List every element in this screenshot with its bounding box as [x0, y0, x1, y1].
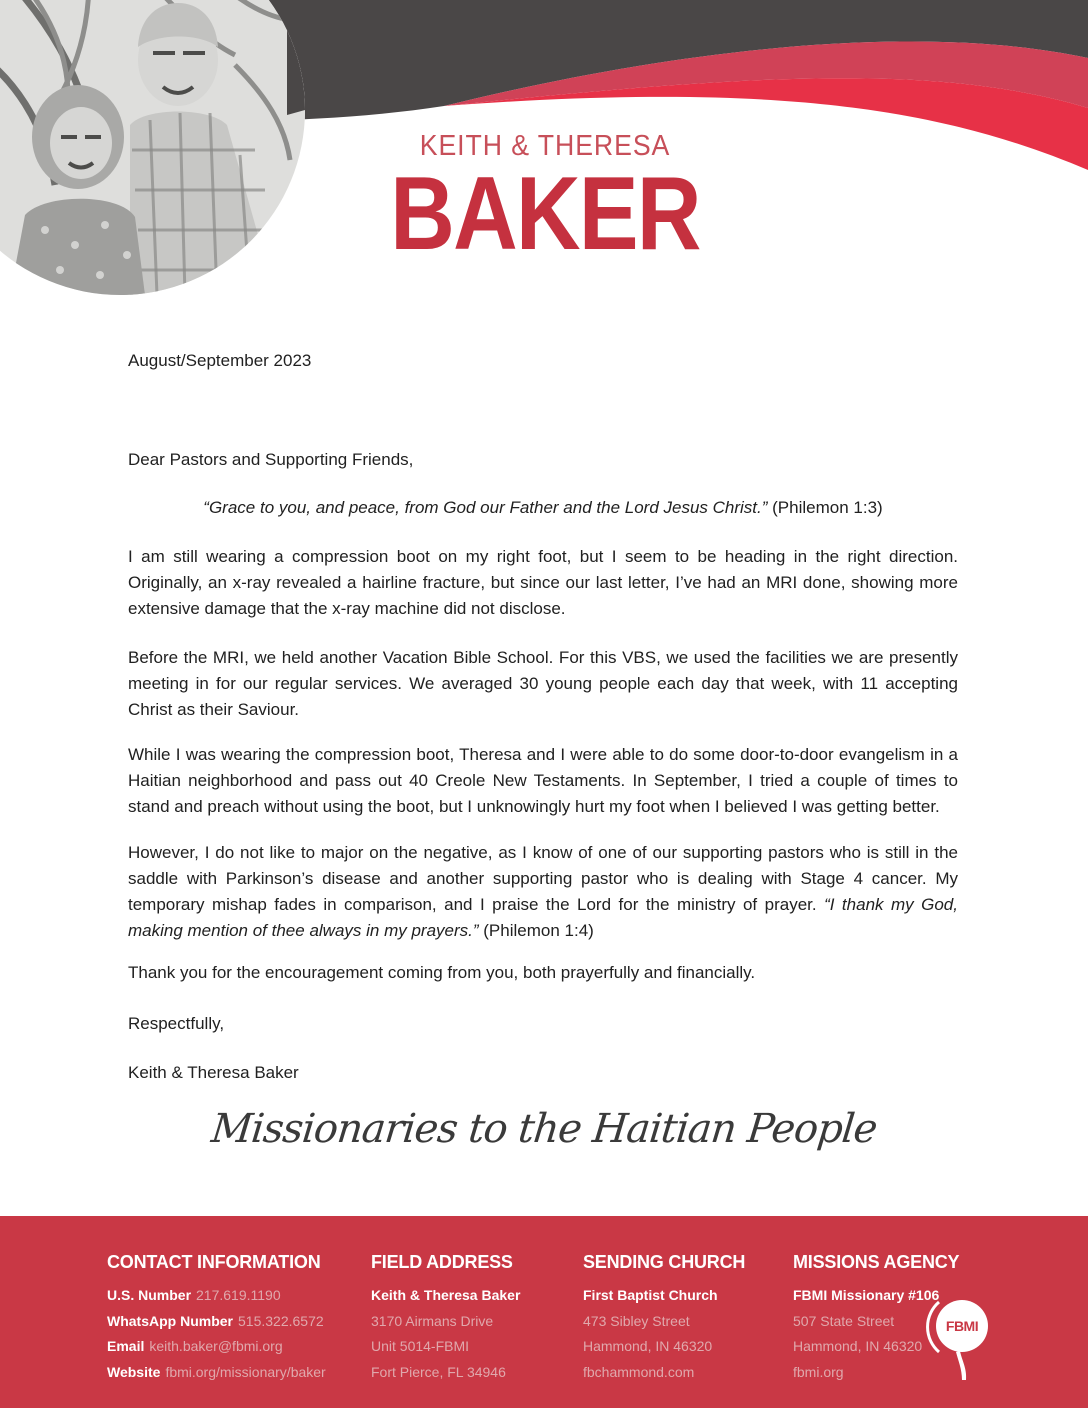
paragraph-1: I am still wearing a compression boot on my right foot, but I seem to be heading in the right direction. Originally, an x-ray revealed a hairline fracture, but since our last letter, I’ve had an MRI done, showing more extensive damage that the x-ray machine did not disclose. — [128, 547, 958, 618]
footer-row: Website fbmi.org/missionary/baker — [107, 1363, 326, 1380]
paragraph-4-reference: (Philemon 1:4) — [478, 921, 594, 940]
verse-quote: “Grace to you, and peace, from God our Father and the Lord Jesus Christ.” — [203, 498, 768, 517]
footer-row: Unit 5014-FBMI — [371, 1338, 470, 1354]
thanks-line: Thank you for the encouragement coming from you, both prayerfully and financially. — [128, 963, 756, 982]
letter-date: August/September 2023 — [128, 351, 312, 370]
footer-column-sending-church — [583, 1252, 778, 1385]
closing-line: Respectfully, — [128, 1014, 225, 1033]
paragraph-3: While I was wearing the compression boot, Theresa and I were able to do some door-to-door evangelism in a Haitian neighborhood and pass out 40 Creole New Testaments. In September, I tried a couple of times to stand and preach without using the boot, but I unknowingly hurt my foot when I believed I was getting better. — [128, 745, 958, 816]
footer-row: 3170 Airmans Drive — [371, 1312, 494, 1329]
footer-row: 473 Sibley Street — [583, 1312, 690, 1329]
footer-row: Hammond, IN 46320 — [583, 1338, 713, 1354]
paragraph-4-quote: “I thank my God, making mention of thee always in my prayers.” — [128, 895, 958, 940]
svg-text:FBMI: FBMI — [945, 1318, 979, 1334]
footer-bar — [0, 1216, 1088, 1408]
missionary-name-block — [337, 130, 753, 272]
footer-row: fbchammond.com — [583, 1363, 695, 1380]
verse-reference: (Philemon 1:3) — [767, 498, 883, 517]
surname-title: BAKER — [390, 156, 700, 272]
footer-row: FBMI Missionary #106 — [793, 1287, 940, 1303]
footer-column-contact — [107, 1252, 362, 1385]
footer-row: fbmi.org — [793, 1363, 844, 1380]
footer-column-title: MISSIONS AGENCY — [793, 1252, 960, 1272]
paragraph-4-text: However, I do not like to major on the negative, as I know of one of our supporting pastors who is still in the saddle with Parkinson’s disease and another supporting pastor who is dealing with Stage 4 cancer. My temporary mishap fades in comparison, and I praise the Lord for the ministry of prayer. — [128, 843, 958, 914]
footer-column-field-address — [371, 1252, 571, 1385]
signature-name: Keith & Theresa Baker — [128, 1063, 299, 1082]
first-names-title: KEITH & THERESA — [419, 130, 671, 162]
footer-row: Email keith.baker@fbmi.org — [107, 1338, 283, 1354]
footer-row: U.S. Number 217.619.1190 — [107, 1287, 281, 1303]
paragraph-2: Before the MRI, we held another Vacation Bible School. For this VBS, we used the facilities we are presently meeting in for our regular services. We averaged 30 young people each day that week, with 11 accepting Christ as their Saviour. — [128, 648, 958, 719]
fbmi-logo-icon — [922, 1296, 998, 1396]
salutation: Dear Pastors and Supporting Friends, — [128, 450, 414, 469]
footer-column-title: CONTACT INFORMATION — [107, 1252, 321, 1272]
paragraph-4 — [128, 840, 958, 944]
footer-row: Hammond, IN 46320 — [793, 1338, 923, 1354]
footer-column-title: SENDING CHURCH — [583, 1252, 746, 1272]
footer-row: WhatsApp Number 515.322.6572 — [107, 1312, 324, 1329]
footer-row: 507 State Street — [793, 1312, 895, 1329]
footer-row: Fort Pierce, FL 34946 — [371, 1363, 506, 1380]
tagline-script: Missionaries to the Haitian People — [209, 1106, 879, 1152]
letter-body — [128, 348, 958, 1108]
footer-row: Keith & Theresa Baker — [371, 1287, 521, 1303]
footer-row: First Baptist Church — [583, 1287, 718, 1303]
footer-column-title: FIELD ADDRESS — [371, 1252, 513, 1272]
verse-line — [128, 495, 958, 521]
